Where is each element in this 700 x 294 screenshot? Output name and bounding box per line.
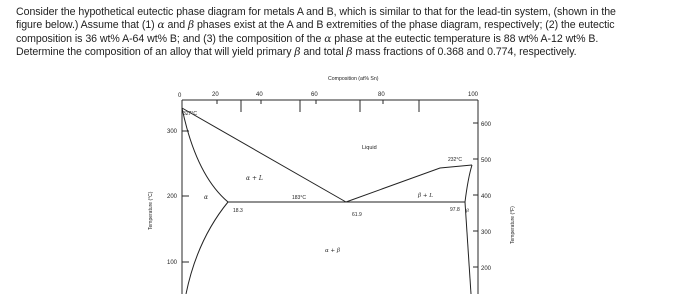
beta-solubility-label: 97.8 — [450, 207, 460, 213]
bottom-axis-ticks — [178, 93, 478, 112]
greek-symbol: β — [346, 46, 353, 59]
alpha-solubility-label: 18.3 — [233, 208, 243, 214]
problem-text: mass fractions of 0.368 and 0.774, respectively. — [352, 46, 577, 59]
eutectic-temperature-label: 183°C — [292, 195, 306, 201]
top-tick-label: 80 — [378, 92, 385, 98]
left-tick-label: 200 — [167, 194, 178, 200]
liquidus-line-alpha — [182, 108, 346, 202]
problem-text: and total — [300, 46, 347, 59]
top-tick-label: 60 — [311, 92, 318, 98]
phase-boundaries — [182, 108, 472, 294]
alpha-solvus-line — [186, 202, 228, 294]
problem-text: Consider the hypothetical eutectic phase diagram for metals A and B, which is similar to that for the lead-tin system, (shown in the — [16, 6, 616, 18]
beta-solidus-line — [465, 165, 472, 202]
greek-symbol: β — [294, 46, 301, 59]
beta-region-label: β — [466, 208, 469, 214]
solidus-line-alpha — [182, 108, 228, 202]
alpha-beta-region-label: α + β — [325, 248, 340, 254]
problem-text: Determine the composition of an alloy that will yield primary — [16, 46, 295, 59]
problem-text: figure below.) Assume that (1) — [16, 19, 158, 32]
liquidus-line-beta — [346, 165, 472, 202]
diagram-frame — [182, 100, 478, 294]
melting-point-b-label: 232°C — [448, 157, 462, 163]
top-tick-label: 20 — [212, 92, 219, 98]
right-axis-title: Temperature (°F) — [510, 206, 516, 244]
top-tick-label: 100 — [468, 92, 479, 98]
melting-point-a-label: 327°C — [183, 111, 197, 117]
problem-text: composition is 36 wt% A-64 wt% B; and (3) the composition of the — [16, 32, 325, 45]
top-axis-ticks — [212, 92, 479, 104]
right-tick-label: 600 — [481, 122, 492, 128]
greek-symbol: β — [187, 19, 195, 32]
left-axis-ticks — [167, 129, 189, 266]
right-tick-label: 500 — [481, 158, 492, 164]
problem-text: and — [164, 19, 188, 32]
right-tick-label: 400 — [481, 194, 492, 200]
top-tick-label: 40 — [256, 92, 263, 98]
problem-text: phase at the eutectic temperature is 88 wt% A-12 wt% B. — [331, 32, 599, 45]
greek-symbol: α — [157, 19, 165, 32]
beta-liquid-region-label: β + L — [418, 193, 433, 199]
left-axis-title: Temperature (°C) — [148, 191, 154, 230]
left-tick-label: 300 — [167, 129, 178, 135]
problem-text: phases exist at the A and B extremities of the phase diagram, respectively; (2) the eutectic — [194, 19, 615, 32]
liquid-region-label: Liquid — [362, 145, 377, 151]
beta-solvus-line — [465, 202, 471, 294]
eutectic-composition-label: 61.9 — [352, 212, 362, 218]
diagram-labels — [183, 111, 469, 254]
right-tick-label: 200 — [481, 266, 492, 272]
bottom-tick-label: 0 — [178, 93, 182, 99]
alpha-liquid-region-label: α + L — [246, 175, 263, 182]
left-tick-label: 100 — [167, 260, 178, 266]
greek-symbol: α — [324, 32, 332, 45]
alpha-region-label: α — [204, 194, 209, 201]
right-tick-label: 300 — [481, 230, 492, 236]
top-axis-title: Composition (at% Sn) — [328, 76, 379, 82]
right-axis-ticks — [473, 122, 492, 272]
